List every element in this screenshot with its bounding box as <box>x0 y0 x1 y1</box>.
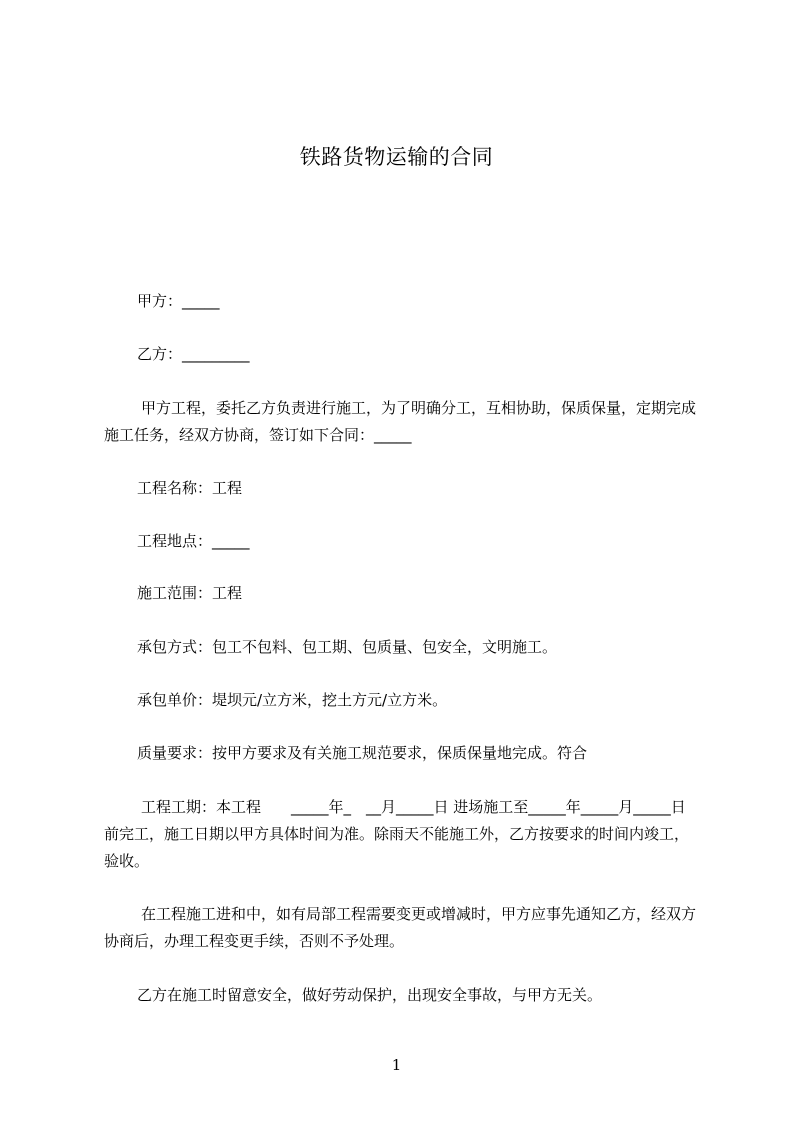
document-title: 铁路货物运输的合同 <box>299 145 494 169</box>
quality-requirements-line: 质量要求：按甲方要求及有关施工规范要求，保质保量地完成。符合 <box>137 744 588 762</box>
construction-scope-line: 施工范围：工程 <box>137 584 243 602</box>
safety-clause-line: 乙方在施工时留意安全，做好劳动保护，出现安全事故，与甲方无关。 <box>137 986 603 1004</box>
change-procedure-paragraph: 在工程施工进和中，如有局部工程需要变更或增减时，甲方应事先通知乙方，经双方协商后，办理工程变更手续，否则不予处理。 <box>104 905 697 950</box>
project-name-line: 工程名称：工程 <box>137 479 243 497</box>
contract-method-line: 承包方式：包工不包料、包工期、包质量、包安全，文明施工。 <box>137 638 558 656</box>
unit-price-line: 承包单价：堤坝元/立方米，挖土方元/立方米。 <box>137 691 448 709</box>
project-location-line: 工程地点：_____ <box>137 532 250 550</box>
party-a-line: 甲方：_____ <box>137 292 220 310</box>
construction-period-paragraph: 工程工期：本工程 _____年_ __月_____日 进场施工至_____年_____月_____日 前完工，施工日期以甲方具体时间为准。除雨天不能施工外，乙方按要求的时间内竣工，验收。 <box>104 798 690 870</box>
contract-intro-paragraph: 甲方工程，委托乙方负责进行施工，为了明确分工，互相协助，保质保量，定期完成施工任务，经双方协商，签订如下合同：_____ <box>104 399 697 444</box>
page-number: 1 <box>391 1056 402 1074</box>
party-b-line: 乙方：_________ <box>137 345 250 363</box>
